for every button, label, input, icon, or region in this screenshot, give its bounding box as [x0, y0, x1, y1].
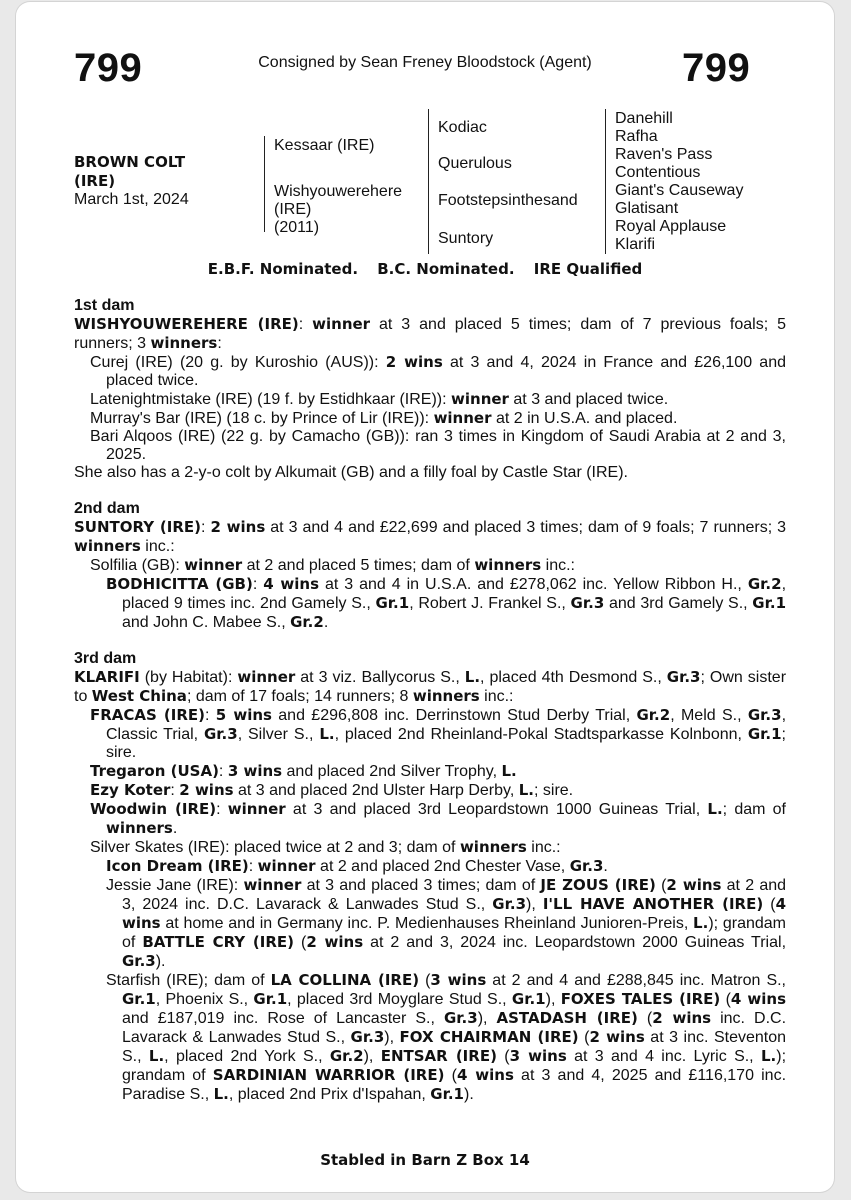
first-dam-section: [74, 297, 786, 482]
first-dam-line: Latenightmistake (IRE) (19 f. by Estidhkaar (IRE)): winner at 3 and placed twice.: [90, 390, 669, 408]
pedigree-gen3-5: Giant's Causeway: [615, 182, 744, 199]
consignor-line: Consigned by Sean Freney Bloodstock (Agent): [258, 54, 592, 71]
horse-info: [74, 153, 189, 209]
first-dam-line: She also has a 2-y-o colt by Alkumait (GB) and a filly foal by Castle Star (IRE).: [74, 464, 628, 481]
second-dam-line: SUNTORY (IRE): 2 wins at 3 and 4 and £22,699 and placed 3 times; dam of 9 foals; 7 runners; 3 winners inc.:: [74, 518, 787, 555]
pedigree-divider-2: [428, 109, 429, 254]
third-dam-line: Icon Dream (IRE): winner at 2 and placed 2nd Chester Vase, Gr.3.: [106, 857, 608, 875]
pedigree-gen3-1: Danehill: [615, 110, 673, 127]
nomination-bc: B.C. Nominated.: [377, 260, 515, 278]
horse-country: (IRE): [74, 172, 116, 190]
third-dam-line: Jessie Jane (IRE): winner at 3 and placed 3 times; dam of JE ZOUS (IRE) (2 wins at 2 and 3, 2024 inc. D.C. Lavarack & Lanwades Stud S., Gr.3), I'LL HAVE ANOTHER (IRE) (4 wins at home and in Germany inc. P. Medienhauses Rheinland Junioren-Preis, L.); grandam of BATTLE CRY (IRE) (2 wins at 2 and 3, 2024 inc. Leopardstown 2000 Guineas Trial, Gr.3).: [106, 876, 787, 970]
pedigree-gen2-2: Querulous: [438, 155, 512, 172]
first-dam-line: Murray's Bar (IRE) (18 c. by Prince of Lir (IRE)): winner at 2 in U.S.A. and placed.: [90, 409, 678, 427]
second-dam-heading: 2nd dam: [74, 500, 140, 517]
third-dam-heading: 3rd dam: [74, 650, 137, 667]
pedigree-dam-name: Wishyouwerehere: [274, 183, 403, 200]
pedigree-divider-3: [605, 109, 606, 254]
second-dam-section: [74, 500, 786, 632]
nomination-ire: IRE Qualified: [533, 260, 643, 278]
first-dam-heading: 1st dam: [74, 297, 135, 314]
first-dam-line: Curej (IRE) (20 g. by Kuroshio (AUS)): 2 wins at 3 and 4, 2024 in France and £26,100 and placed twice.: [90, 353, 786, 389]
pedigree-gen2-4: Suntory: [438, 230, 494, 247]
third-dam-line: Ezy Koter: 2 wins at 3 and placed 2nd Ulster Harp Derby, L.; sire.: [90, 781, 574, 799]
pedigree-gen2-3: Footstepsinthesand: [438, 192, 578, 209]
second-dam-line: Solfilia (GB): winner at 2 and placed 5 times; dam of winners inc.:: [90, 556, 575, 574]
pedigree-sire: Kessaar (IRE): [274, 137, 375, 154]
stabling-info: Stabled in Barn Z Box 14: [320, 1151, 530, 1169]
pedigree-dam: [274, 183, 402, 237]
nominations: [16, 260, 834, 278]
third-dam-line: Woodwin (IRE): winner at 3 and placed 3rd Leopardstown 1000 Guineas Trial, L.; dam of winners.: [90, 800, 787, 837]
third-dam-line: Tregaron (USA): 3 wins and placed 2nd Silver Trophy, L.: [90, 762, 517, 780]
catalogue-page: [16, 2, 834, 1192]
horse-foaled: March 1st, 2024: [74, 191, 189, 208]
third-dam-line: FRACAS (IRE): 5 wins and £296,808 inc. Derrinstown Stud Derby Trial, Gr.2, Meld S., Gr.3, Classic Trial, Gr.3, Silver S., L., placed 2nd Rheinland-Pokal Stadtsparkasse Kolnbonn, Gr.1; sire.: [90, 706, 787, 761]
pedigree-divider-1: [264, 136, 265, 232]
pedigree-gen2-1: Kodiac: [438, 119, 487, 136]
third-dam-section: [74, 650, 786, 1104]
pedigree-gen3: [615, 110, 743, 254]
pedigree-dam-country: (IRE): [274, 201, 312, 218]
pedigree-dam-year: (2011): [274, 219, 320, 236]
second-dam-line: BODHICITTA (GB): 4 wins at 3 and 4 in U.S.A. and £278,062 inc. Yellow Ribbon H., Gr.2, placed 9 times inc. 2nd Gamely S., Gr.1, Robert J. Frankel S., Gr.3 and 3rd Gamely S., Gr.1 and John C. Mabee S., Gr.2.: [106, 575, 787, 631]
pedigree-gen3-6: Glatisant: [615, 200, 679, 217]
lot-number-right: 799: [682, 46, 751, 90]
horse-description: BROWN COLT: [74, 153, 186, 171]
third-dam-line: KLARIFI (by Habitat): winner at 3 viz. Ballycorus S., L., placed 4th Desmond S., Gr.3; Own sister to West China; dam of 17 foals; 14 runners; 8 winners inc.:: [74, 668, 787, 705]
pedigree-gen3-4: Contentious: [615, 164, 701, 181]
pedigree-gen3-8: Klarifi: [615, 236, 656, 253]
third-dam-line: Starfish (IRE); dam of LA COLLINA (IRE) (3 wins at 2 and 4 and £288,845 inc. Matron S., Gr.1, Phoenix S., Gr.1, placed 3rd Moyglare Stud S., Gr.1), FOXES TALES (IRE) (4 wins and £187,019 inc. Rose of Lancaster S., Gr.3), ASTADASH (IRE) (2 wins inc. D.C. Lavarack & Lanwades Stud S., Gr.3), FOX CHAIRMAN (IRE) (2 wins at 3 inc. Steventon S., L., placed 2nd York S., Gr.2), ENTSAR (IRE) (3 wins at 3 and 4 inc. Lyric S., L.); grandam of SARDINIAN WARRIOR (IRE) (4 wins at 3 and 4, 2025 and £116,170 inc. Paradise S., L., placed 2nd Prix d'Ispahan, Gr.1).: [106, 971, 787, 1103]
first-dam-line: Bari Alqoos (IRE) (22 g. by Camacho (GB)): ran 3 times in Kingdom of Saudi Arabia at 2 and 3, 2025.: [90, 428, 786, 463]
pedigree-gen3-2: Rafha: [615, 128, 658, 145]
produce-record: [74, 297, 786, 1122]
third-dam-line: Silver Skates (IRE): placed twice at 2 and 3; dam of winners inc.:: [90, 838, 561, 856]
lot-number-left: 799: [74, 46, 143, 90]
nomination-ebf: E.B.F. Nominated.: [207, 260, 359, 278]
pedigree-gen3-3: Raven's Pass: [615, 146, 713, 163]
pedigree-gen3-7: Royal Applause: [615, 218, 727, 235]
first-dam-line: WISHYOUWEREHERE (IRE): winner at 3 and placed 5 times; dam of 7 previous foals; 5 runners; 3 winners:: [74, 315, 787, 352]
